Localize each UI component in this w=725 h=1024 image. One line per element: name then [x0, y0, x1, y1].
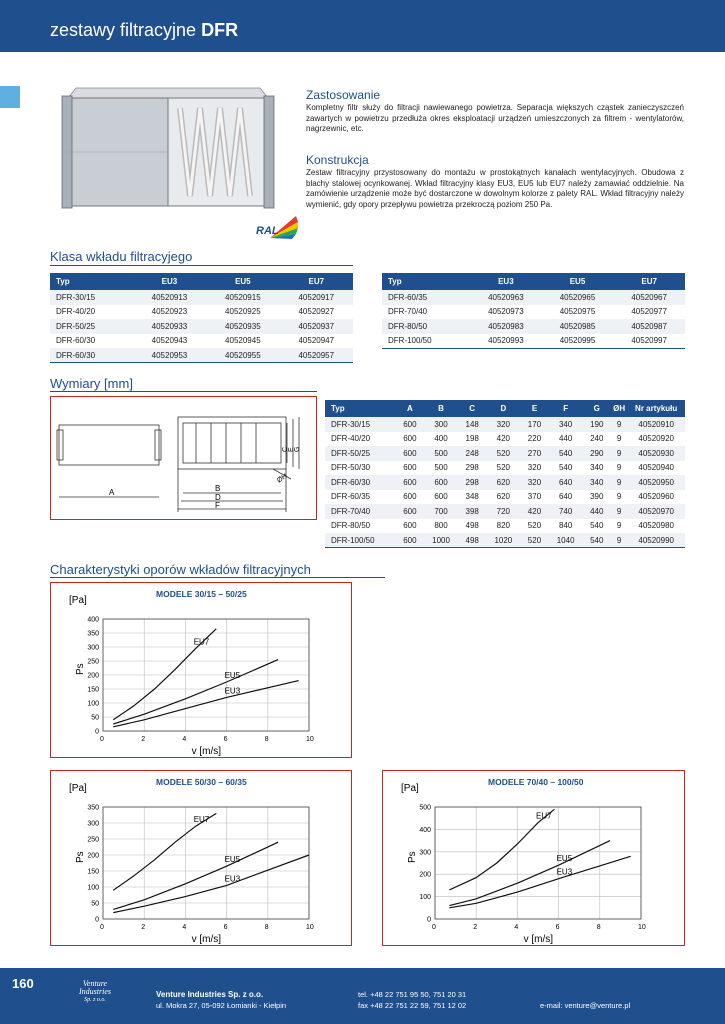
- wymiary-cell: 340: [583, 475, 611, 490]
- wymiary-cell: 498: [458, 533, 486, 548]
- table-row: [325, 475, 685, 490]
- wymiary-cell: 600: [396, 417, 424, 432]
- product-photo: [50, 86, 280, 211]
- chart-series-label: EU7: [536, 811, 552, 821]
- klasa-right-cell: 40520995: [542, 334, 614, 349]
- chart-y-tick: 400: [419, 826, 431, 834]
- wymiary-cell: 720: [486, 504, 520, 519]
- wymiary-cell: 198: [458, 432, 486, 447]
- klasa-right-cell: 40520993: [470, 334, 542, 349]
- wymiary-table: [325, 400, 685, 548]
- wymiary-cell: 420: [520, 504, 548, 519]
- klasa-title: Klasa wkładu filtracyjego: [50, 249, 193, 264]
- company-name: Venture Industries Sp. z o.o.: [156, 990, 264, 999]
- table-row: [50, 334, 353, 349]
- chart-series-label: EU5: [224, 671, 241, 680]
- klasa-right-cell: 40520965: [542, 290, 614, 305]
- wymiary-cell: 40520910: [627, 417, 685, 432]
- chart-x-tick: 2: [141, 924, 146, 931]
- wymiary-cell: 800: [424, 519, 458, 534]
- wymiary-cell: 440: [583, 504, 611, 519]
- chart-title: MODELE 70/40 – 100/50: [488, 777, 584, 787]
- wymiary-cell: 398: [458, 504, 486, 519]
- wymiary-cell: 620: [486, 490, 520, 505]
- chart-y-tick: 300: [419, 849, 431, 857]
- klasa-left-cell: 40520935: [206, 319, 279, 334]
- chart-series-label: EU5: [224, 855, 241, 865]
- klasa-left-cell: 40520933: [133, 319, 206, 334]
- wymiary-cell: 220: [520, 432, 548, 447]
- chart-y-tick: 300: [87, 644, 99, 652]
- klasa-table-right: [382, 273, 685, 349]
- wymiary-cell: 298: [458, 475, 486, 490]
- klasa-left-cell: 40520955: [206, 348, 279, 363]
- chart-y-tick: 0: [95, 916, 99, 924]
- wymiary-cell: 520: [486, 446, 520, 461]
- chart-y-unit: [Pa]: [69, 783, 87, 794]
- wymiary-cell: DFR-50/25: [325, 446, 396, 461]
- wymiary-cell: 40520970: [627, 504, 685, 519]
- table-row: [50, 319, 353, 334]
- chart-y-tick: 150: [87, 868, 99, 876]
- wymiary-cell: 9: [611, 504, 627, 519]
- klasa-left-cell: 40520913: [133, 290, 206, 305]
- klasa-left-header-1: EU3: [133, 273, 206, 290]
- chart-x-tick: 10: [306, 924, 314, 931]
- klasa-right-cell: 40520983: [470, 319, 542, 334]
- klasa-left-cell: 40520953: [133, 348, 206, 363]
- table-row: [382, 290, 685, 305]
- wymiary-cell: 9: [611, 490, 627, 505]
- wymiary-cell: 498: [458, 519, 486, 534]
- wymiary-cell: 600: [396, 446, 424, 461]
- chart-box-1: [50, 582, 352, 758]
- wymiary-header-1: A: [396, 400, 424, 417]
- chart-y-tick: 100: [87, 700, 99, 708]
- chart-x-tick: 0: [100, 924, 104, 931]
- chart-x-tick: 8: [264, 924, 269, 931]
- konstrukcja-title: Konstrukcja: [306, 153, 369, 167]
- table-row: [325, 432, 685, 447]
- chart-y-tick: 0: [95, 728, 99, 736]
- dimension-drawing: [51, 397, 316, 519]
- chart-x-tick: 6: [555, 924, 560, 931]
- wymiary-cell: 600: [396, 504, 424, 519]
- wymiary-cell: 40520930: [627, 446, 685, 461]
- klasa-right-cell: DFR-100/50: [382, 334, 470, 349]
- wymiary-cell: 600: [396, 519, 424, 534]
- wymiary-header-6: F: [549, 400, 583, 417]
- chart-x-tick: 10: [306, 736, 314, 743]
- wymiary-cell: DFR-50/30: [325, 461, 396, 476]
- chart-series-label: EU5: [556, 854, 573, 864]
- wymiary-cell: 600: [396, 490, 424, 505]
- wymiary-cell: 9: [611, 533, 627, 548]
- chart-series-label: EU3: [224, 686, 241, 696]
- dimension-drawing-box: [50, 396, 317, 520]
- wymiary-cell: 700: [424, 504, 458, 519]
- klasa-right-cell: DFR-60/35: [382, 290, 470, 305]
- dim-label-d: D: [215, 493, 221, 502]
- chart-y-label: Ps: [75, 663, 86, 675]
- chart-x-label: v [m/s]: [191, 746, 222, 757]
- chart-y-tick: 350: [87, 630, 99, 638]
- wymiary-header-5: E: [520, 400, 548, 417]
- chart-x-tick: 4: [182, 736, 187, 743]
- chart-series-eu3: [113, 681, 298, 727]
- ral-logo: [256, 212, 300, 242]
- table-row: [325, 461, 685, 476]
- chart-x-tick: 8: [596, 924, 601, 931]
- klasa-left-cell: 40520945: [206, 334, 279, 349]
- klasa-left-header-3: EU7: [280, 273, 353, 290]
- klasa-left-cell: 40520923: [133, 305, 206, 320]
- wymiary-cell: 170: [520, 417, 548, 432]
- zastosowanie-title: Zastosowanie: [306, 88, 381, 102]
- wymiary-cell: 600: [396, 533, 424, 548]
- chart-title: MODELE 50/30 – 60/35: [156, 777, 247, 787]
- ral-text: RAL: [256, 225, 279, 237]
- chart-x-tick: 10: [638, 924, 646, 931]
- wymiary-cell: 600: [396, 461, 424, 476]
- chart-y-tick: 50: [91, 900, 99, 908]
- wymiary-cell: DFR-80/50: [325, 519, 396, 534]
- wymiary-cell: 270: [520, 446, 548, 461]
- chart-y-label: Ps: [407, 851, 418, 863]
- klasa-left-cell: DFR-50/25: [50, 319, 133, 334]
- wymiary-cell: 390: [583, 490, 611, 505]
- wymiary-cell: 500: [424, 461, 458, 476]
- wymiary-cell: 1020: [486, 533, 520, 548]
- chart-series-label: EU7: [193, 815, 210, 825]
- page-title: zestawy filtracyjne DFR: [50, 20, 239, 40]
- wymiary-cell: 320: [520, 461, 548, 476]
- wymiary-cell: 370: [520, 490, 548, 505]
- klasa-left-cell: 40520937: [280, 319, 353, 334]
- dim-label-a: A: [109, 488, 115, 497]
- chart-y-tick: 200: [87, 672, 99, 680]
- wymiary-cell: 40520980: [627, 519, 685, 534]
- wymiary-cell: DFR-60/30: [325, 475, 396, 490]
- wymiary-cell: 9: [611, 461, 627, 476]
- chart-series-eu5: [449, 841, 610, 906]
- wymiary-cell: 520: [520, 533, 548, 548]
- wymiary-cell: 320: [520, 475, 548, 490]
- klasa-right-cell: 40520973: [470, 305, 542, 320]
- klasa-right-header-0: Typ: [382, 273, 470, 290]
- wymiary-header-4: D: [486, 400, 520, 417]
- wymiary-cell: 520: [520, 519, 548, 534]
- charakterystyki-title-rule: [50, 577, 385, 578]
- wymiary-cell: DFR-60/35: [325, 490, 396, 505]
- chart-x-label: v [m/s]: [523, 934, 554, 945]
- konstrukcja-text: Zestaw filtracyjny przystosowany do montażu w prostokątnych kanałach wentylacyjnych. Obudowa z blachy stalowej ocynkowanej. Wkład filtracyjny klasy EU3, EU5 lub EU7 należy zamawiać oddzielnie. Na zamówienie urządzenie może być dostarczone w dowolnym kolorze z palety RAL. Wkład filtracyjny należy wymienić, gdy opory przepływu powietrza przekroczą poziom 250 Pa.: [306, 168, 684, 209]
- wymiary-cell: 40520990: [627, 533, 685, 548]
- table-row: [325, 519, 685, 534]
- wymiary-cell: 540: [583, 519, 611, 534]
- wymiary-cell: 820: [486, 519, 520, 534]
- company-phone: tel. +48 22 751 95 50, 751 20 31: [358, 990, 467, 999]
- klasa-left-cell: DFR-40/20: [50, 305, 133, 320]
- wymiary-cell: 290: [583, 446, 611, 461]
- chart-x-tick: 4: [182, 924, 187, 931]
- zastosowanie-text: Kompletny filtr służy do filtracji nawiewanego powietrza. Separacja większych cząstek zanieczyszczeń zawartych w powietrzu przedłuża okres eksploatacji urządzeń umieszczonych za filtrem - wentylatorów, nagrzewnic, etc.: [306, 103, 684, 133]
- klasa-right-header-2: EU5: [542, 273, 614, 290]
- table-row: [325, 417, 685, 432]
- wymiary-cell: DFR-100/50: [325, 533, 396, 548]
- wymiary-cell: 40520920: [627, 432, 685, 447]
- wymiary-cell: DFR-40/20: [325, 432, 396, 447]
- klasa-right-cell: 40520997: [613, 334, 685, 349]
- wymiary-cell: 40520950: [627, 475, 685, 490]
- chart-y-tick: 250: [87, 836, 99, 844]
- klasa-left-cell: 40520927: [280, 305, 353, 320]
- chart-series-eu7: [113, 813, 216, 890]
- klasa-left-cell: DFR-60/30: [50, 348, 133, 363]
- table-row: [325, 446, 685, 461]
- wymiary-cell: 640: [549, 475, 583, 490]
- chart-x-tick: 6: [223, 736, 228, 743]
- wymiary-cell: 540: [549, 461, 583, 476]
- company-address: ul. Mokra 27, 05-092 Łomianki - Kiełpin: [156, 1001, 287, 1010]
- wymiary-cell: 600: [424, 490, 458, 505]
- klasa-right-header-1: EU3: [470, 273, 542, 290]
- chart-box-3: [382, 770, 685, 946]
- wymiary-cell: 640: [549, 490, 583, 505]
- klasa-left-cell: DFR-30/15: [50, 290, 133, 305]
- chart-series-label: EU7: [193, 637, 210, 647]
- chart-y-tick: 350: [87, 804, 99, 812]
- wymiary-cell: 500: [424, 446, 458, 461]
- klasa-left-cell: 40520947: [280, 334, 353, 349]
- chart-box-2: [50, 770, 352, 946]
- klasa-left-cell: 40520915: [206, 290, 279, 305]
- wymiary-cell: 620: [486, 475, 520, 490]
- klasa-left-header-2: EU5: [206, 273, 279, 290]
- wymiary-cell: 320: [486, 417, 520, 432]
- chart-modele-30-15: [51, 583, 351, 757]
- chart-series-eu5: [113, 660, 278, 724]
- wymiary-cell: 248: [458, 446, 486, 461]
- chart-y-tick: 500: [419, 804, 431, 812]
- table-row: [50, 290, 353, 305]
- page-header: [0, 0, 725, 52]
- table-row: [50, 348, 353, 363]
- wymiary-cell: 9: [611, 519, 627, 534]
- wymiary-title: Wymiary [mm]: [50, 376, 133, 391]
- chart-series-eu3: [113, 855, 309, 913]
- klasa-right-cell: 40520987: [613, 319, 685, 334]
- chart-y-unit: [Pa]: [401, 783, 419, 794]
- chart-y-tick: 50: [91, 714, 99, 722]
- wymiary-cell: 190: [583, 417, 611, 432]
- table-row: [382, 334, 685, 349]
- wymiary-cell: 300: [424, 417, 458, 432]
- table-row: [325, 504, 685, 519]
- chart-x-tick: 4: [514, 924, 519, 931]
- chart-y-tick: 100: [87, 884, 99, 892]
- chart-series-eu7: [449, 809, 554, 890]
- klasa-right-cell: 40520967: [613, 290, 685, 305]
- klasa-right-cell: DFR-70/40: [382, 305, 470, 320]
- chart-y-label: Ps: [75, 851, 86, 863]
- klasa-left-cell: DFR-60/30: [50, 334, 133, 349]
- wymiary-cell: 240: [583, 432, 611, 447]
- table-row: [382, 319, 685, 334]
- dim-label-c: C: [282, 446, 289, 452]
- wymiary-title-rule: [50, 391, 317, 392]
- wymiary-cell: 9: [611, 446, 627, 461]
- klasa-right-cell: 40520977: [613, 305, 685, 320]
- chart-y-tick: 150: [87, 686, 99, 694]
- charakterystyki-title: Charakterystyki oporów wkładów filtracyjnych: [50, 562, 311, 577]
- klasa-right-cell: 40520985: [542, 319, 614, 334]
- wymiary-cell: 540: [549, 446, 583, 461]
- klasa-left-cell: 40520957: [280, 348, 353, 363]
- klasa-left-cell: 40520925: [206, 305, 279, 320]
- wymiary-cell: 9: [611, 432, 627, 447]
- klasa-right-cell: DFR-80/50: [382, 319, 470, 334]
- klasa-right-cell: 40520975: [542, 305, 614, 320]
- chart-y-tick: 400: [87, 616, 99, 624]
- chart-y-tick: 200: [419, 871, 431, 879]
- table-row: [325, 533, 685, 548]
- wymiary-cell: 40520960: [627, 490, 685, 505]
- chart-y-tick: 250: [87, 658, 99, 666]
- wymiary-cell: DFR-70/40: [325, 504, 396, 519]
- table-row: [325, 490, 685, 505]
- wymiary-cell: 600: [396, 432, 424, 447]
- section-tab-marker: [0, 86, 20, 108]
- chart-x-tick: 2: [141, 736, 146, 743]
- klasa-left-header-0: Typ: [50, 273, 133, 290]
- wymiary-cell: 148: [458, 417, 486, 432]
- dim-label-h: ØH: [276, 472, 289, 485]
- wymiary-cell: 440: [549, 432, 583, 447]
- wymiary-header-3: C: [458, 400, 486, 417]
- wymiary-header-2: B: [424, 400, 458, 417]
- chart-y-tick: 200: [87, 852, 99, 860]
- chart-x-label: v [m/s]: [191, 934, 222, 945]
- wymiary-header-0: Typ: [325, 400, 396, 417]
- wymiary-cell: 400: [424, 432, 458, 447]
- klasa-table-left: [50, 273, 353, 363]
- wymiary-cell: 340: [549, 417, 583, 432]
- wymiary-cell: 340: [583, 461, 611, 476]
- company-email: e-mail: venture@venture.pl: [540, 1001, 631, 1010]
- chart-x-tick: 8: [264, 736, 269, 743]
- dim-label-g: G: [294, 446, 301, 452]
- wymiary-cell: 840: [549, 519, 583, 534]
- chart-y-tick: 100: [419, 894, 431, 902]
- page-footer: [0, 968, 725, 1024]
- wymiary-cell: DFR-30/15: [325, 417, 396, 432]
- klasa-right-header-3: EU7: [613, 273, 685, 290]
- wymiary-cell: 1000: [424, 533, 458, 548]
- chart-title: MODELE 30/15 – 50/25: [156, 589, 247, 599]
- wymiary-cell: 740: [549, 504, 583, 519]
- table-row: [382, 305, 685, 320]
- wymiary-header-9: Nr artykułu: [627, 400, 685, 417]
- wymiary-header-7: G: [583, 400, 611, 417]
- wymiary-cell: 420: [486, 432, 520, 447]
- company-logo: Venture Industries Sp. z o.o.: [79, 979, 111, 1003]
- chart-x-tick: 0: [100, 736, 104, 743]
- chart-series-eu3: [449, 856, 630, 908]
- chart-series-label: EU3: [556, 867, 573, 877]
- dim-label-e: E: [288, 447, 295, 452]
- wymiary-cell: 298: [458, 461, 486, 476]
- table-row: [50, 305, 353, 320]
- dim-label-b: B: [215, 484, 221, 493]
- chart-x-tick: 2: [473, 924, 478, 931]
- chart-x-tick: 0: [432, 924, 436, 931]
- wymiary-cell: 600: [424, 475, 458, 490]
- wymiary-cell: 348: [458, 490, 486, 505]
- wymiary-cell: 600: [396, 475, 424, 490]
- page-number: 160: [12, 976, 34, 991]
- wymiary-cell: 1040: [549, 533, 583, 548]
- klasa-left-cell: 40520943: [133, 334, 206, 349]
- wymiary-cell: 40520940: [627, 461, 685, 476]
- chart-y-unit: [Pa]: [69, 595, 87, 606]
- klasa-left-cell: 40520917: [280, 290, 353, 305]
- wymiary-cell: 9: [611, 417, 627, 432]
- wymiary-header-8: ØH: [611, 400, 627, 417]
- chart-y-tick: 300: [87, 820, 99, 828]
- dim-label-f: F: [215, 501, 220, 510]
- company-fax: fax +48 22 751 22 59, 751 12 02: [358, 1001, 467, 1010]
- wymiary-cell: 9: [611, 475, 627, 490]
- chart-modele-50-30: [51, 771, 351, 945]
- wymiary-cell: 540: [583, 533, 611, 548]
- klasa-right-cell: 40520963: [470, 290, 542, 305]
- chart-x-tick: 6: [223, 924, 228, 931]
- chart-series-label: EU3: [224, 874, 241, 884]
- chart-modele-70-40: [383, 771, 684, 945]
- chart-y-tick: 0: [427, 916, 431, 924]
- wymiary-cell: 520: [486, 461, 520, 476]
- klasa-title-rule: [50, 265, 353, 266]
